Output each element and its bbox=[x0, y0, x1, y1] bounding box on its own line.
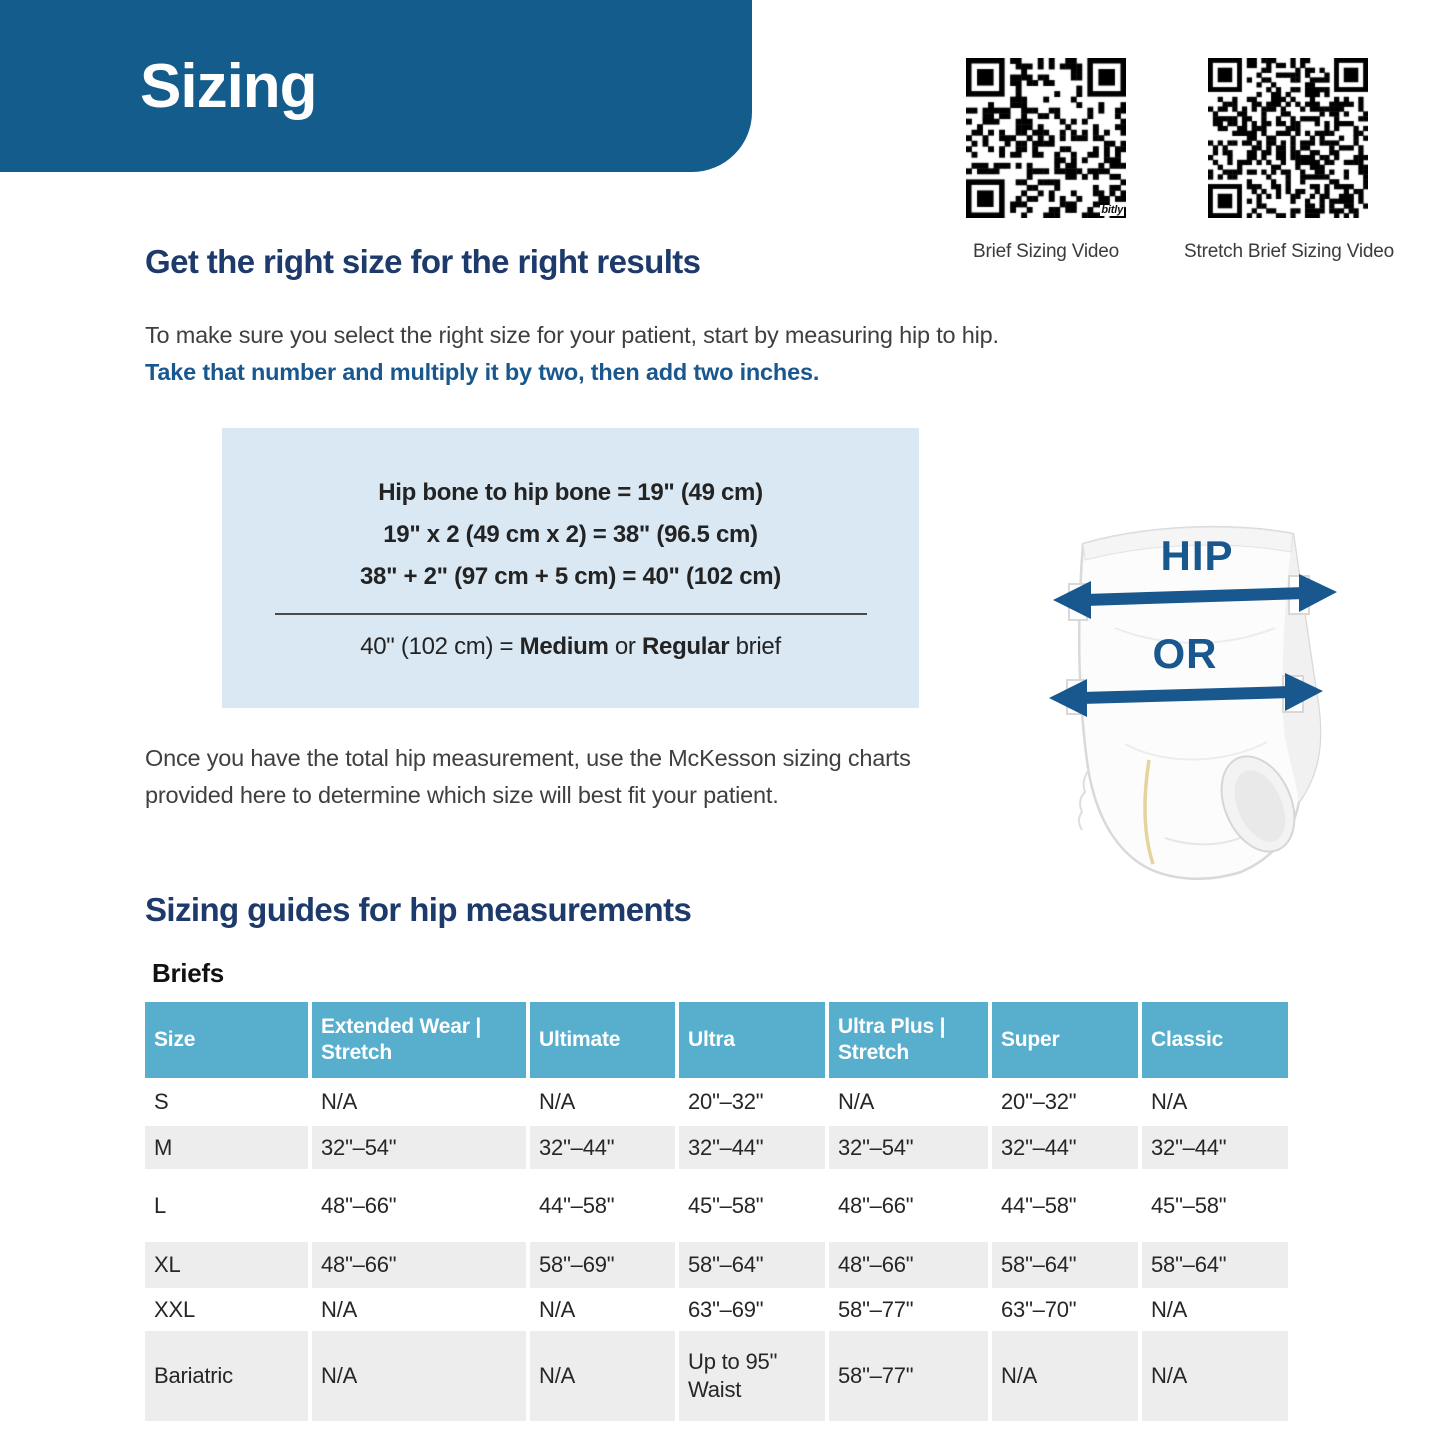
table-row bbox=[145, 1078, 1288, 1126]
range-cell: N/A bbox=[312, 1078, 530, 1126]
range-cell: 58"–64" bbox=[1142, 1242, 1288, 1288]
bitly-watermark: bitly bbox=[1101, 204, 1123, 216]
size-cell: S bbox=[145, 1078, 312, 1126]
table-row bbox=[145, 1288, 1288, 1331]
column-header: Size bbox=[145, 1002, 312, 1078]
range-cell: N/A bbox=[312, 1331, 530, 1421]
table-body bbox=[145, 1078, 1288, 1421]
calc-result-line: 40" (102 cm) = Medium or Regular brief bbox=[360, 632, 781, 660]
qr-image-stretch-brief-sizing bbox=[1208, 58, 1368, 218]
page-title: Sizing bbox=[140, 51, 317, 121]
range-cell: N/A bbox=[312, 1288, 530, 1331]
table-subheading-briefs: Briefs bbox=[152, 958, 224, 988]
qr-code-stretch-brief-sizing bbox=[1208, 58, 1368, 218]
column-header: Ultra Plus | Stretch bbox=[829, 1002, 992, 1078]
section-heading-right-size: Get the right size for the right results bbox=[145, 243, 701, 280]
range-cell: N/A bbox=[1142, 1331, 1288, 1421]
range-cell: 48"–66" bbox=[829, 1242, 992, 1288]
intro-text-normal: To make sure you select the right size for your patient, start by measuring hip to hip. bbox=[145, 322, 999, 348]
hip-label: HIP bbox=[1160, 532, 1234, 579]
column-header: Extended Wear | Stretch bbox=[312, 1002, 530, 1078]
brief-diagram bbox=[1045, 508, 1345, 880]
range-cell: 44"–58" bbox=[530, 1169, 679, 1242]
range-cell: 48"–66" bbox=[312, 1242, 530, 1288]
size-cell: Bariatric bbox=[145, 1331, 312, 1421]
range-cell: 44"–58" bbox=[992, 1169, 1142, 1242]
table-header-row bbox=[145, 1002, 1288, 1078]
table-row bbox=[145, 1331, 1288, 1421]
range-cell: 32"–44" bbox=[992, 1126, 1142, 1169]
table-row bbox=[145, 1169, 1288, 1242]
briefs-sizing-table bbox=[145, 1002, 1288, 1421]
range-cell: N/A bbox=[530, 1331, 679, 1421]
range-cell: N/A bbox=[530, 1078, 679, 1126]
followup-paragraph: Once you have the total hip measurement, use the McKesson sizing charts provided here to determine which size will best fit your patient. bbox=[145, 745, 911, 808]
range-cell: 58"–64" bbox=[992, 1242, 1142, 1288]
calc-line-2: 19" x 2 (49 cm x 2) = 38" (96.5 cm) bbox=[383, 520, 758, 548]
calc-line-3: 38" + 2" (97 cm + 5 cm) = 40" (102 cm) bbox=[360, 562, 781, 590]
range-cell: 32"–54" bbox=[829, 1126, 992, 1169]
range-cell: 32"–44" bbox=[679, 1126, 829, 1169]
page-banner bbox=[0, 0, 752, 172]
column-header: Ultra bbox=[679, 1002, 829, 1078]
range-cell: 58"–77" bbox=[829, 1331, 992, 1421]
divider-line bbox=[275, 613, 867, 615]
range-cell: N/A bbox=[530, 1288, 679, 1331]
range-cell: 63"–70" bbox=[992, 1288, 1142, 1331]
range-cell: N/A bbox=[1151, 1296, 1188, 1322]
range-cell: 45"–58" bbox=[1151, 1192, 1227, 1218]
column-header: Super bbox=[992, 1002, 1142, 1078]
intro-paragraph bbox=[145, 317, 1050, 391]
size-cell: XL bbox=[145, 1242, 312, 1288]
qr-code-brief-sizing bbox=[966, 58, 1126, 218]
range-cell: 32"–44" bbox=[530, 1126, 679, 1169]
size-cell: M bbox=[145, 1126, 312, 1169]
size-cell: XXL bbox=[145, 1288, 312, 1331]
table-row bbox=[145, 1126, 1288, 1169]
qr-image-brief-sizing bbox=[966, 58, 1126, 218]
range-cell: 45"–58" bbox=[679, 1169, 829, 1242]
range-cell: 32"–44" bbox=[1142, 1126, 1288, 1169]
range-cell: N/A bbox=[992, 1331, 1142, 1421]
range-cell: 58"–69" bbox=[530, 1242, 679, 1288]
section-heading-sizing-guides: Sizing guides for hip measurements bbox=[145, 891, 692, 928]
intro-text-bold: Take that number and multiply it by two, then add two inches. bbox=[145, 359, 820, 385]
range-cell: 48"–66" bbox=[829, 1169, 992, 1242]
size-cell: L bbox=[145, 1169, 312, 1242]
range-cell: 63"–69" bbox=[679, 1288, 829, 1331]
range-cell: N/A bbox=[1151, 1089, 1188, 1114]
column-header: Ultimate bbox=[530, 1002, 679, 1078]
range-cell: 20"–32" bbox=[679, 1078, 829, 1126]
table-row bbox=[145, 1242, 1288, 1288]
range-cell: 58"–64" bbox=[679, 1242, 829, 1288]
range-cell: 48"–66" bbox=[312, 1169, 530, 1242]
qr-caption-stretch-brief-sizing: Stretch Brief Sizing Video bbox=[1184, 241, 1394, 262]
qr-caption-brief-sizing: Brief Sizing Video bbox=[972, 241, 1120, 262]
range-cell: 58"–77" bbox=[829, 1288, 992, 1331]
range-cell: N/A bbox=[829, 1078, 992, 1126]
or-label: OR bbox=[1152, 630, 1218, 677]
calc-line-1: Hip bone to hip bone = 19" (49 cm) bbox=[378, 478, 763, 506]
range-cell: 32"–54" bbox=[312, 1126, 530, 1169]
measurement-example-box bbox=[222, 428, 919, 708]
column-header: Classic bbox=[1142, 1002, 1288, 1078]
range-cell: 20"–32" bbox=[992, 1078, 1142, 1126]
range-cell: Up to 95" Waist bbox=[679, 1331, 829, 1421]
